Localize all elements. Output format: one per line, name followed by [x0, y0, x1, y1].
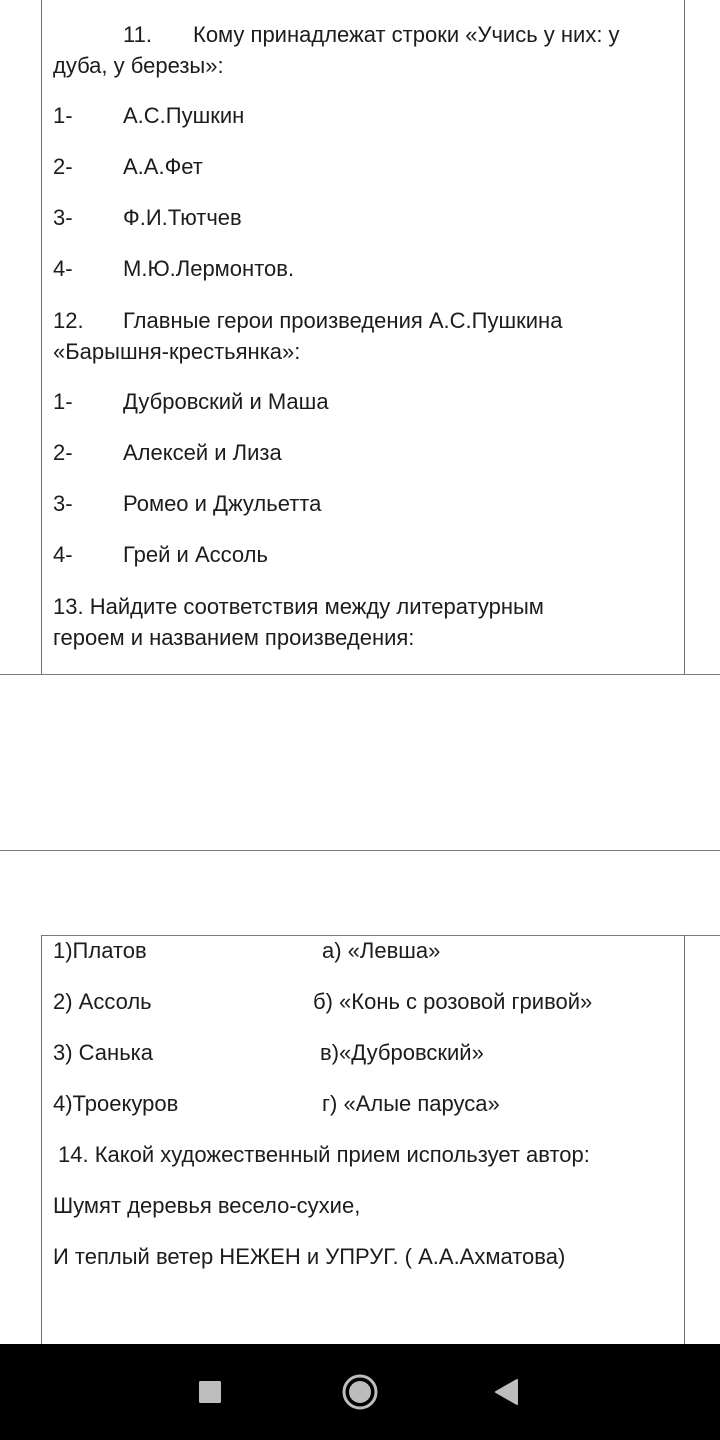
q11-option-1-text: А.С.Пушкин [123, 103, 245, 128]
q12-option-3-text: Ромео и Джульетта [123, 491, 322, 516]
table-right-border [684, 0, 685, 675]
system-navigation-bar [0, 1344, 720, 1440]
table-left-border-2 [41, 935, 42, 1344]
match-hero-4: 4)Троекуров [53, 1091, 179, 1116]
table-left-border [41, 0, 42, 675]
page-1-bottom-edge [0, 674, 720, 675]
table-right-border-2 [684, 935, 685, 1344]
q12-option-2-number: 2- [53, 440, 73, 465]
match-hero-2: 2) Ассоль [53, 989, 152, 1014]
home-button[interactable] [312, 1344, 408, 1440]
poem-line-1: Шумят деревья весело-сухие, [53, 1193, 361, 1218]
question-11-number: 11. [123, 22, 152, 47]
q12-option-4-number: 4- [53, 542, 73, 567]
match-work-a: а) «Левша» [322, 938, 441, 963]
home-circle-icon [341, 1373, 379, 1411]
q11-option-3-number: 3- [53, 205, 73, 230]
q12-option-3-number: 3- [53, 491, 73, 516]
q11-option-4-text: М.Ю.Лермонтов. [123, 256, 295, 281]
question-12-text-line2: «Барышня-крестьянка»: [53, 339, 301, 364]
q11-option-1-number: 1- [53, 103, 73, 128]
match-work-d: г) «Алые паруса» [322, 1091, 500, 1116]
match-work-b: б) «Конь с розовой гривой» [313, 989, 593, 1014]
q11-option-3-text: Ф.И.Тютчев [123, 205, 242, 230]
q12-option-1-text: Дубровский и Маша [123, 389, 329, 414]
question-14-text: 14. Какой художественный прием использует автор: [58, 1142, 590, 1167]
square-icon [198, 1380, 222, 1404]
back-button[interactable] [458, 1344, 554, 1440]
question-13-text-line1: 13. Найдите соответствия между литературным [53, 594, 544, 619]
q12-option-4-text: Грей и Ассоль [123, 542, 268, 567]
poem-line-2: И теплый ветер НЕЖЕН и УПРУГ. ( А.А.Ахматова) [53, 1244, 566, 1269]
recent-apps-button[interactable] [162, 1344, 258, 1440]
question-13-text-line2: героем и названием произведения: [53, 625, 415, 650]
back-triangle-icon [493, 1378, 519, 1406]
match-hero-3: 3) Санька [53, 1040, 153, 1065]
q11-option-4-number: 4- [53, 256, 73, 281]
q12-option-1-number: 1- [53, 389, 73, 414]
q11-option-2-text: А.А.Фет [123, 154, 203, 179]
q12-option-2-text: Алексей и Лиза [123, 440, 282, 465]
document-page-2 [0, 851, 720, 1344]
match-work-c: в)«Дубровский» [320, 1040, 484, 1065]
document-page-1 [0, 0, 720, 675]
match-hero-1: 1)Платов [53, 938, 147, 963]
q11-option-2-number: 2- [53, 154, 73, 179]
question-12-number: 12. [53, 308, 84, 333]
question-11-text-line2: дуба, у березы»: [53, 53, 224, 78]
question-11-text-line1: Кому принадлежат строки «Учись у них: у [193, 22, 620, 47]
question-12-text-line1: Главные герои произведения А.С.Пушкина [123, 308, 563, 333]
